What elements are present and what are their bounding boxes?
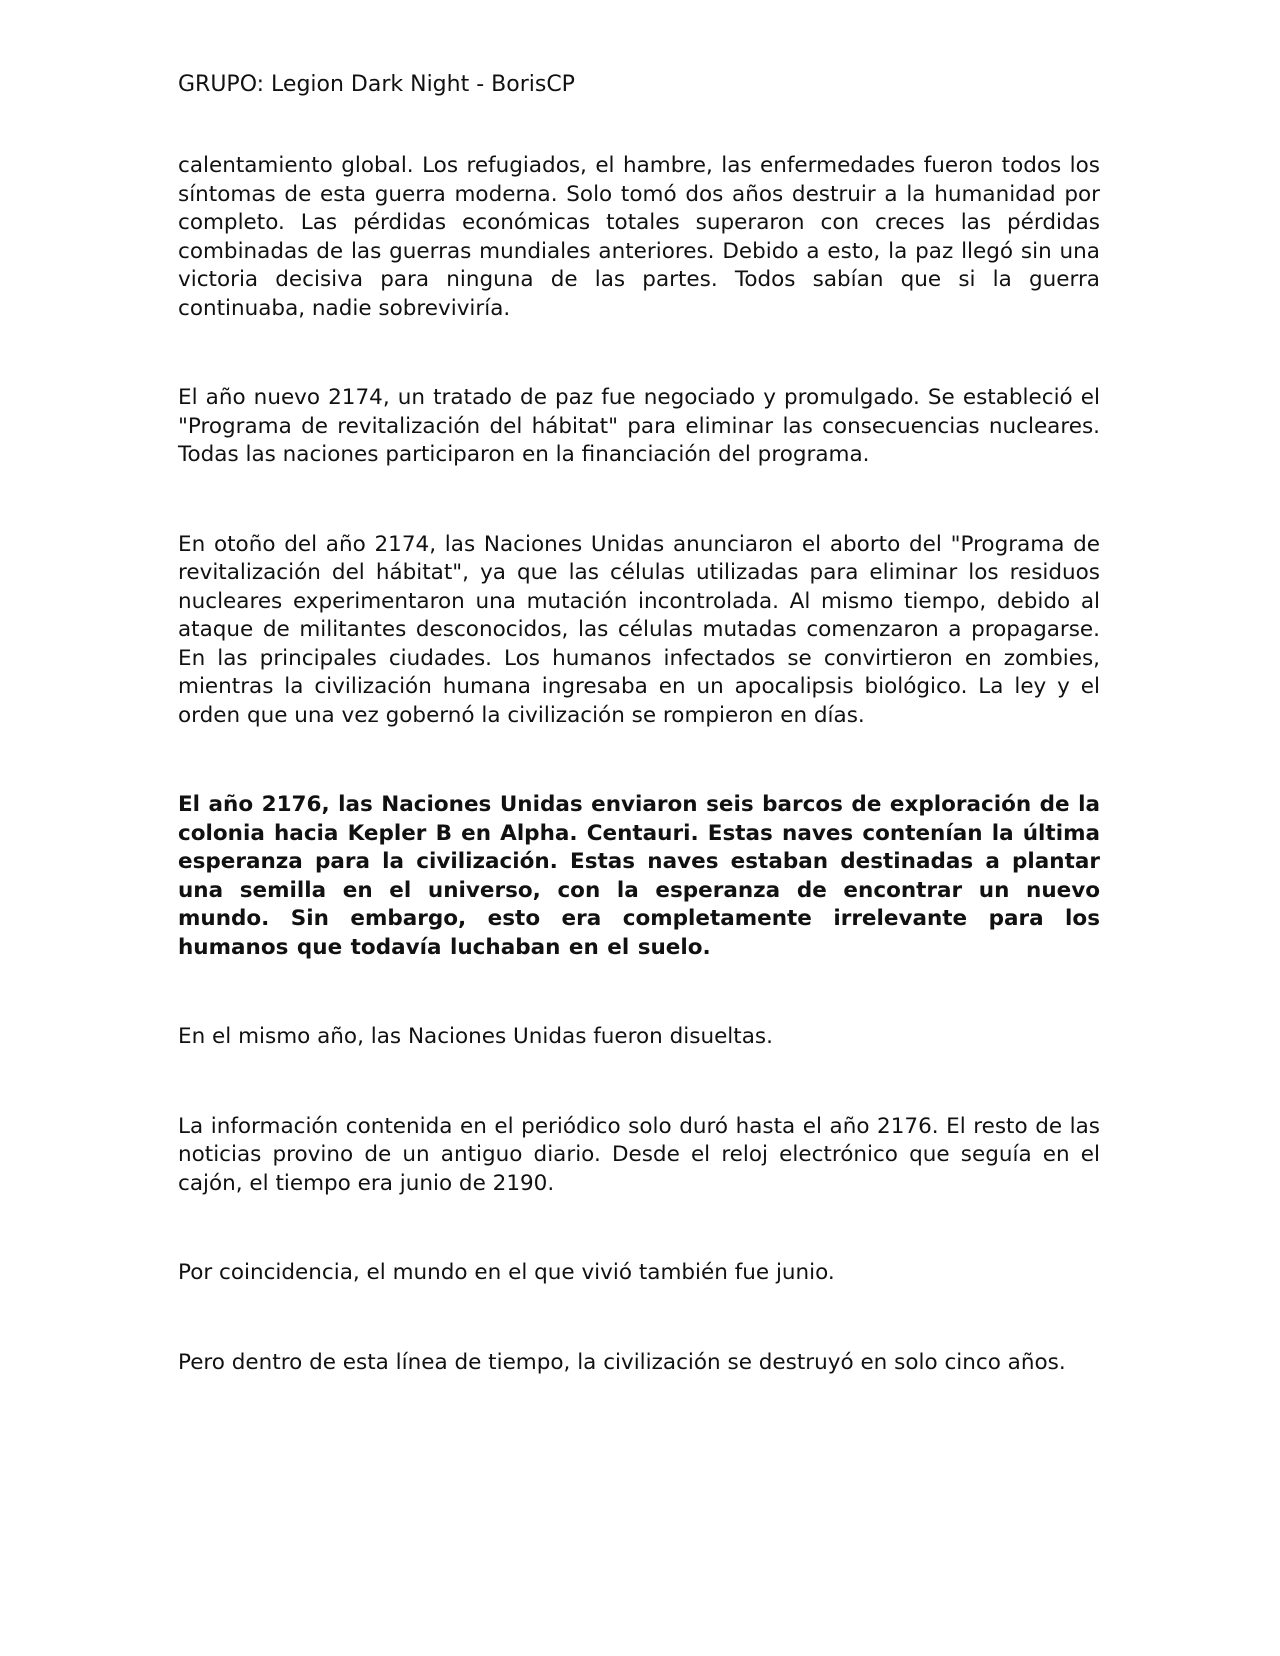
paragraph-newspaper-info: La información contenida en el periódico solo duró hasta el año 2176. El resto de las noticias provino de un antiguo diario. Desde el reloj electrónico que seguía en el cajón, el tiempo era junio de 2190. (178, 1113, 1100, 1196)
document-body (178, 152, 1100, 1377)
paragraph-un-dissolved: En el mismo año, las Naciones Unidas fueron disueltas. (178, 1024, 773, 1049)
paragraph-gap (178, 1288, 1100, 1349)
page-header: GRUPO: Legion Dark Night - BorisCP (178, 72, 575, 97)
paragraph-gap (178, 470, 1100, 531)
paragraph-coincidence: Por coincidencia, el mundo en el que vivió también fue junio. (178, 1260, 835, 1285)
paragraph-exploration-ships: El año 2176, las Naciones Unidas enviaron seis barcos de exploración de la colonia hacia Kepler B en Alpha. Centauri. Estas naves contenían la última esperanza para la civilización. Estas naves estaban destinadas a plantar una semilla en el universo, con la esperanza de encontrar un nuevo mundo. Sin embargo, esto era completamente irrelevante para los humanos que todavía luchaban en el suelo. (178, 792, 1100, 960)
paragraph-gap (178, 1052, 1100, 1113)
paragraph-gap (178, 323, 1100, 384)
paragraph-gap (178, 962, 1100, 1023)
paragraph-timeline: Pero dentro de esta línea de tiempo, la civilización se destruyó en solo cinco años. (178, 1349, 1066, 1375)
paragraph-peace-treaty: El año nuevo 2174, un tratado de paz fue negociado y promulgado. Se estableció el "Programa de revitalización del hábitat" para eliminar las consecuencias nucleares. Todas las naciones participaron en la financiación del programa. (178, 385, 1100, 467)
paragraph-gap (178, 1198, 1100, 1259)
paragraph-war-aftermath: calentamiento global. Los refugiados, el hambre, las enfermedades fueron todos los síntomas de esta guerra moderna. Solo tomó dos años destruir a la humanidad por completo. Las pérdidas económicas totales superaron con creces las pérdidas combinadas de las guerras mundiales anteriores. Debido a esto, la paz llegó sin una victoria decisiva para ninguna de las partes. Todos sabían que si la guerra continuaba, nadie sobreviviría. (178, 153, 1100, 321)
paragraph-gap (178, 730, 1100, 791)
paragraph-program-abort: En otoño del año 2174, las Naciones Unidas anunciaron el aborto del "Programa de revitalización del hábitat", ya que las células utilizadas para eliminar los residuos nucleares experimentaron una mutación incontrolada. Al mismo tiempo, debido al ataque de militantes desconocidos, las células mutadas comenzaron a propagarse. En las principales ciudades. Los humanos infectados se convirtieron en zombies, mientras la civilización humana ingresaba en un apocalipsis biológico. La ley y el orden que una vez gobernó la civilización se rompieron en días. (178, 531, 1100, 728)
